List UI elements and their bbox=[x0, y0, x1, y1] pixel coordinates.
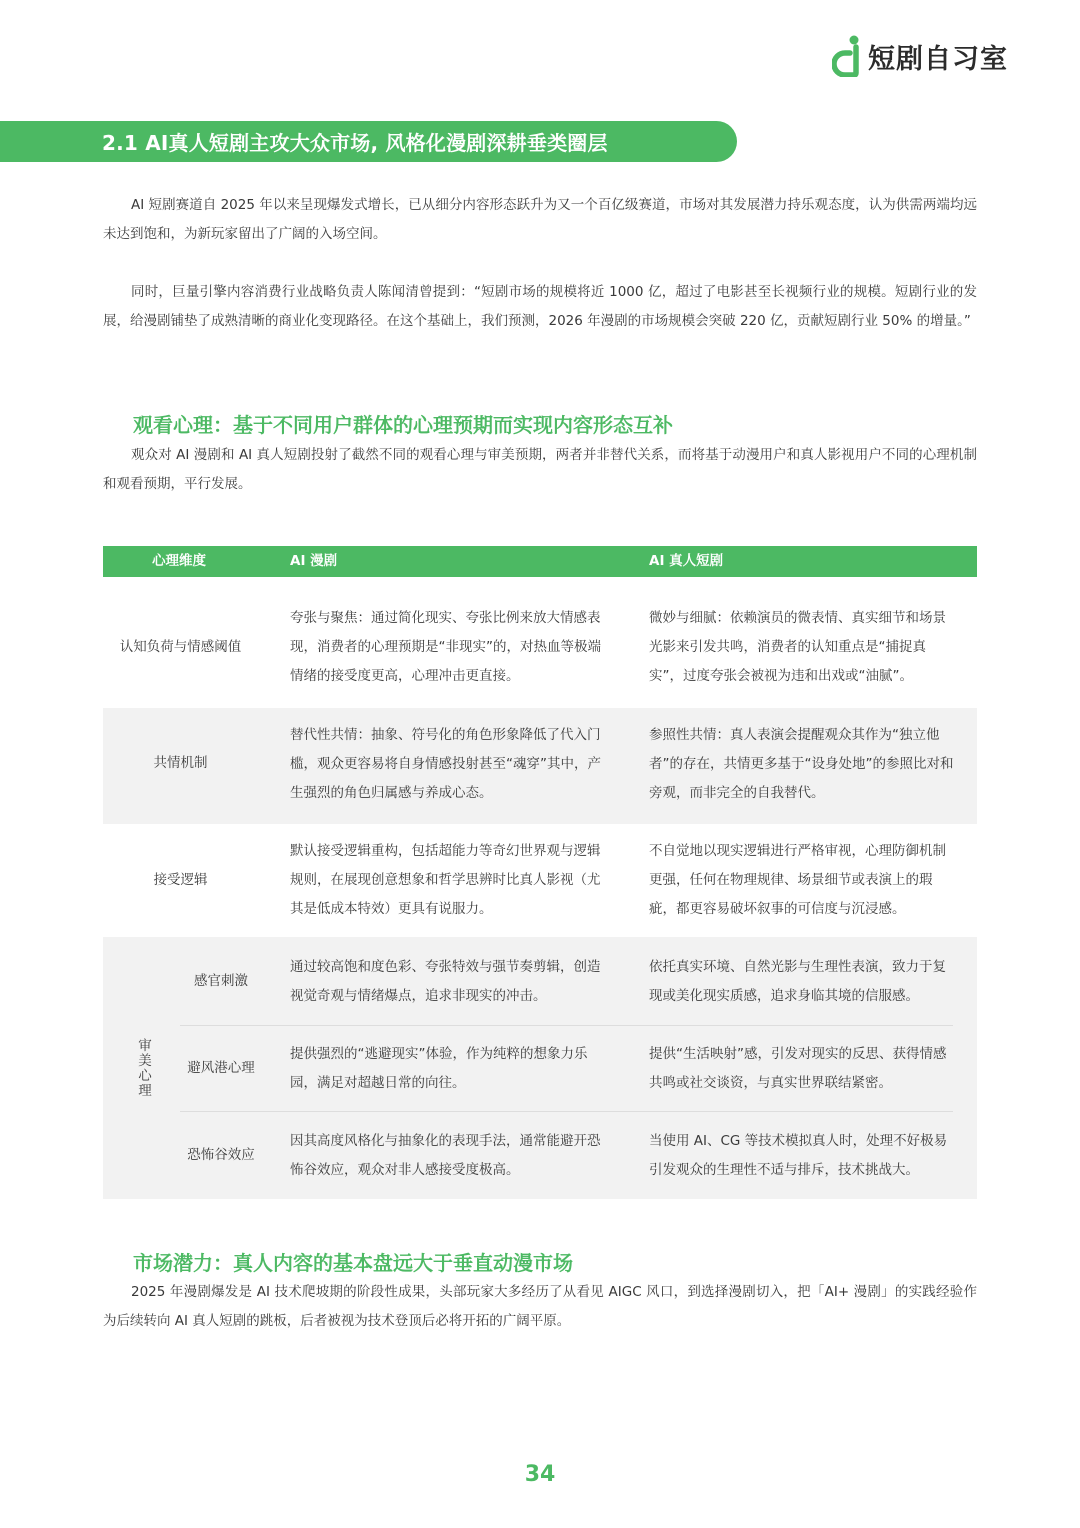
row-manju-cell: 默认接受逻辑重构，包括超能力等奇幻世界观与逻辑规则，在展现创意想象和哲学思辨时比真人影视（尤其是低成本特效）更具有说服力。 bbox=[290, 843, 601, 917]
subrow-manju-cell: 因其高度风格化与抽象化的表现手法，通常能避开恐怖谷效应，观众对非人感接受度极高。 bbox=[290, 1133, 601, 1178]
row-dimension: 接受逻辑 bbox=[153, 872, 208, 888]
row-manju-cell: 替代性共情：抽象、符号化的角色形象降低了代入门槛，观众更容易将自身情感投射甚至“魂穿”其中，产生强烈的角色归属感与养成心态。 bbox=[290, 727, 601, 801]
subrow-real-cell: 依托真实环境、自然光影与生理性表演，致力于复现或美化现实质感，追求身临其境的信服感。 bbox=[649, 959, 946, 1004]
subrow-dimension: 避风港心理 bbox=[187, 1060, 255, 1076]
table-row bbox=[103, 824, 977, 937]
comparison-table bbox=[103, 546, 977, 1178]
row-manju-cell: 夸张与聚焦：通过简化现实、夸张比例来放大情感表现，消费者的心理预期是“非现实”的，对热血等极端情绪的接受度更高，心理冲击更直接。 bbox=[290, 610, 601, 684]
table-row bbox=[103, 577, 977, 708]
intro-paragraph-2: 同时，巨量引擎内容消费行业战略负责人陈闻清曾提到：“短剧市场的规模将近 1000 亿，超过了电影甚至长视频行业的规模。短剧行业的发展，给漫剧铺垫了成熟清晰的商业化变现路径。在这个基础上，我们预测，2026 年漫剧的市场规模会突破 220 亿，贡献短剧行业 50% 的增量。” bbox=[103, 284, 977, 329]
header-real: AI 真人短剧 bbox=[649, 553, 724, 569]
table-header bbox=[103, 546, 977, 577]
header-manju: AI 漫剧 bbox=[290, 553, 338, 569]
subrow-divider bbox=[180, 1111, 953, 1112]
subrow-real-cell: 提供“生活映射”感，引发对现实的反思、获得情感共鸣或社交谈资，与真实世界联结紧密。 bbox=[649, 1046, 947, 1091]
section-title: 2.1 AI真人短剧主攻大众市场, 风格化漫剧深耕垂类圈层 bbox=[102, 131, 608, 155]
psych-heading: 观看心理：基于不同用户群体的心理预期而实现内容形态互补 bbox=[133, 413, 673, 437]
row-dimension: 共情机制 bbox=[153, 755, 208, 771]
aesthetic-group bbox=[103, 937, 977, 1199]
section-banner bbox=[0, 121, 737, 162]
row-real-cell: 不自觉地以现实逻辑进行严格审视，心理防御机制更强，任何在物理规律、场景细节或表演上的瑕疵，都更容易破坏叙事的可信度与沉浸感。 bbox=[649, 843, 946, 917]
subrow-manju-cell: 通过较高饱和度色彩、夸张特效与强节奏剪辑，创造视觉奇观与情绪爆点，追求非现实的冲击。 bbox=[290, 959, 601, 1004]
subrow-dimension: 恐怖谷效应 bbox=[187, 1147, 255, 1163]
subrow-manju-cell: 提供强烈的“逃避现实”体验，作为纯粹的想象力乐园，满足对超越日常的向往。 bbox=[290, 1046, 588, 1091]
table-row bbox=[103, 708, 977, 824]
aesthetic-label: 审美心理 bbox=[138, 1038, 152, 1099]
brand-name: 短剧自习室 bbox=[868, 43, 1008, 75]
page-number: 34 bbox=[524, 1462, 556, 1487]
intro-paragraph-1: AI 短剧赛道自 2025 年以来呈现爆发式增长，已从细分内容形态跃升为又一个百亿级赛道，市场对其发展潜力持乐观态度，认为供需两端均远未达到饱和，为新玩家留出了广阔的入场空间。 bbox=[103, 197, 977, 242]
market-paragraph: 2025 年漫剧爆发是 AI 技术爬坡期的阶段性成果，头部玩家大多经历了从看见 AIGC 风口，到选择漫剧切入，把「AI+ 漫剧」的实践经验作为后续转向 AI 真人短剧的跳板，后者被视为技术登顶后必将开拓的广阔平原。 bbox=[103, 1284, 977, 1329]
row-dimension: 认知负荷与情感阈值 bbox=[119, 639, 242, 655]
subrow-dimension: 感官刺激 bbox=[194, 973, 248, 989]
subrow-real-cell: 当使用 AI、CG 等技术模拟真人时，处理不好极易引发观众的生理性不适与排斥，技术挑战大。 bbox=[649, 1133, 948, 1178]
psych-intro: 观众对 AI 漫剧和 AI 真人短剧投射了截然不同的观看心理与审美预期，两者并非替代关系，而将基于动漫用户和真人影视用户不同的心理机制和观看预期，平行发展。 bbox=[103, 447, 977, 492]
header-dimension: 心理维度 bbox=[152, 553, 206, 569]
brand-logo bbox=[832, 34, 1008, 78]
row-real-cell: 参照性共情：真人表演会提醒观众其作为“独立他者”的存在，共情更多基于“设身处地”的参照比对和旁观，而非完全的自我替代。 bbox=[649, 727, 954, 801]
subrow-divider bbox=[180, 1025, 953, 1026]
row-real-cell: 微妙与细腻：依赖演员的微表情、真实细节和场景光影来引发共鸣，消费者的认知重点是“捕捉真实”，过度夸张会被视为违和出戏或“油腻”。 bbox=[649, 610, 946, 684]
brand-d-icon bbox=[832, 35, 862, 77]
market-heading: 市场潜力：真人内容的基本盘远大于垂直动漫市场 bbox=[133, 1251, 573, 1275]
